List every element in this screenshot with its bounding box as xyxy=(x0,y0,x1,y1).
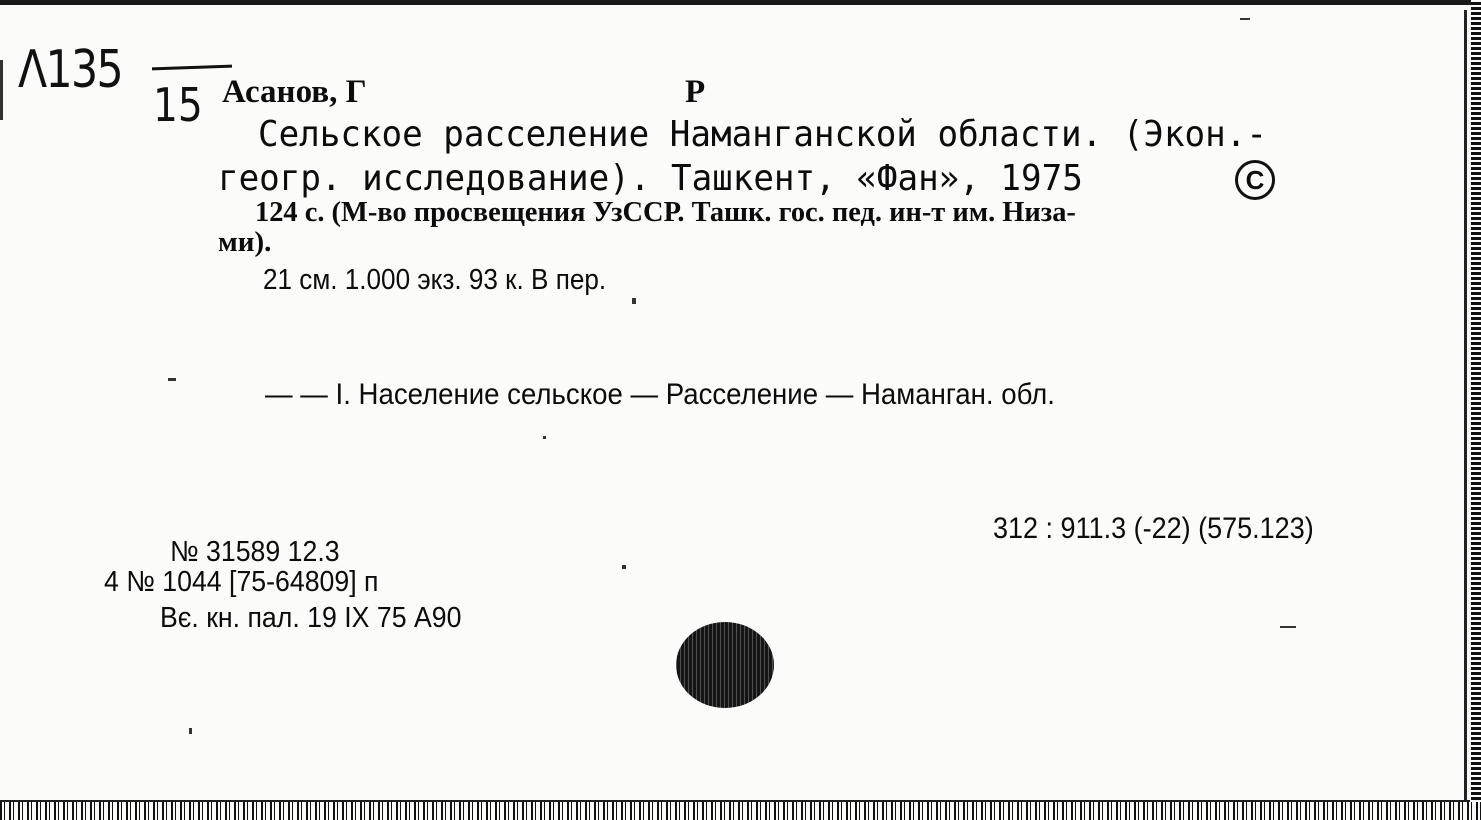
scan-edge-right xyxy=(1471,0,1481,820)
card-border-right xyxy=(1464,10,1467,805)
call-number-main: Λ135 xyxy=(18,40,122,100)
notes-line-1: 124 с. (М-во просвещения УзССР. Ташк. гос. пед. ин-т им. Низа- xyxy=(255,196,1076,228)
udc-classification: 312 : 911.3 (-22) (575.123) xyxy=(993,512,1314,545)
language-mark: Р xyxy=(685,74,706,110)
scan-speck xyxy=(632,298,636,304)
author-heading: Асанов, Г xyxy=(222,74,367,110)
scan-speck xyxy=(1280,626,1296,628)
subject-headings: — — I. Население сельское — Расселение — Наманган. обл. xyxy=(265,378,1055,411)
title-line-2: геогр. исследование). Ташкент, «Фан», 1975 xyxy=(218,158,1083,199)
scan-edge-top xyxy=(0,0,1481,5)
scan-speck xyxy=(189,728,192,734)
call-number-sub: 15 xyxy=(153,78,203,132)
punch-hole xyxy=(676,622,774,708)
registration-line-3: Вє. кн. пал. 19 IX 75 А90 xyxy=(160,602,462,634)
registration-line-1: № 31589 12.3 xyxy=(170,536,340,568)
title-line-1: Сельское расселение Наманганской области. (Экон.- xyxy=(258,114,1267,155)
call-number-divider xyxy=(152,65,232,71)
scan-speck xyxy=(168,378,176,381)
scan-speck xyxy=(543,436,546,439)
scan-speck xyxy=(622,565,626,569)
registration-line-2: 4 № 1044 [75-64809] п xyxy=(104,566,379,598)
physical-description: 21 см. 1.000 экз. 93 к. В пер. xyxy=(263,264,607,296)
scan-speck xyxy=(1240,18,1250,20)
notes-line-2: ми). xyxy=(218,226,272,258)
scan-edge-bottom xyxy=(0,802,1481,820)
scan-edge-left xyxy=(0,60,3,120)
copyright-mark: C xyxy=(1235,160,1275,200)
